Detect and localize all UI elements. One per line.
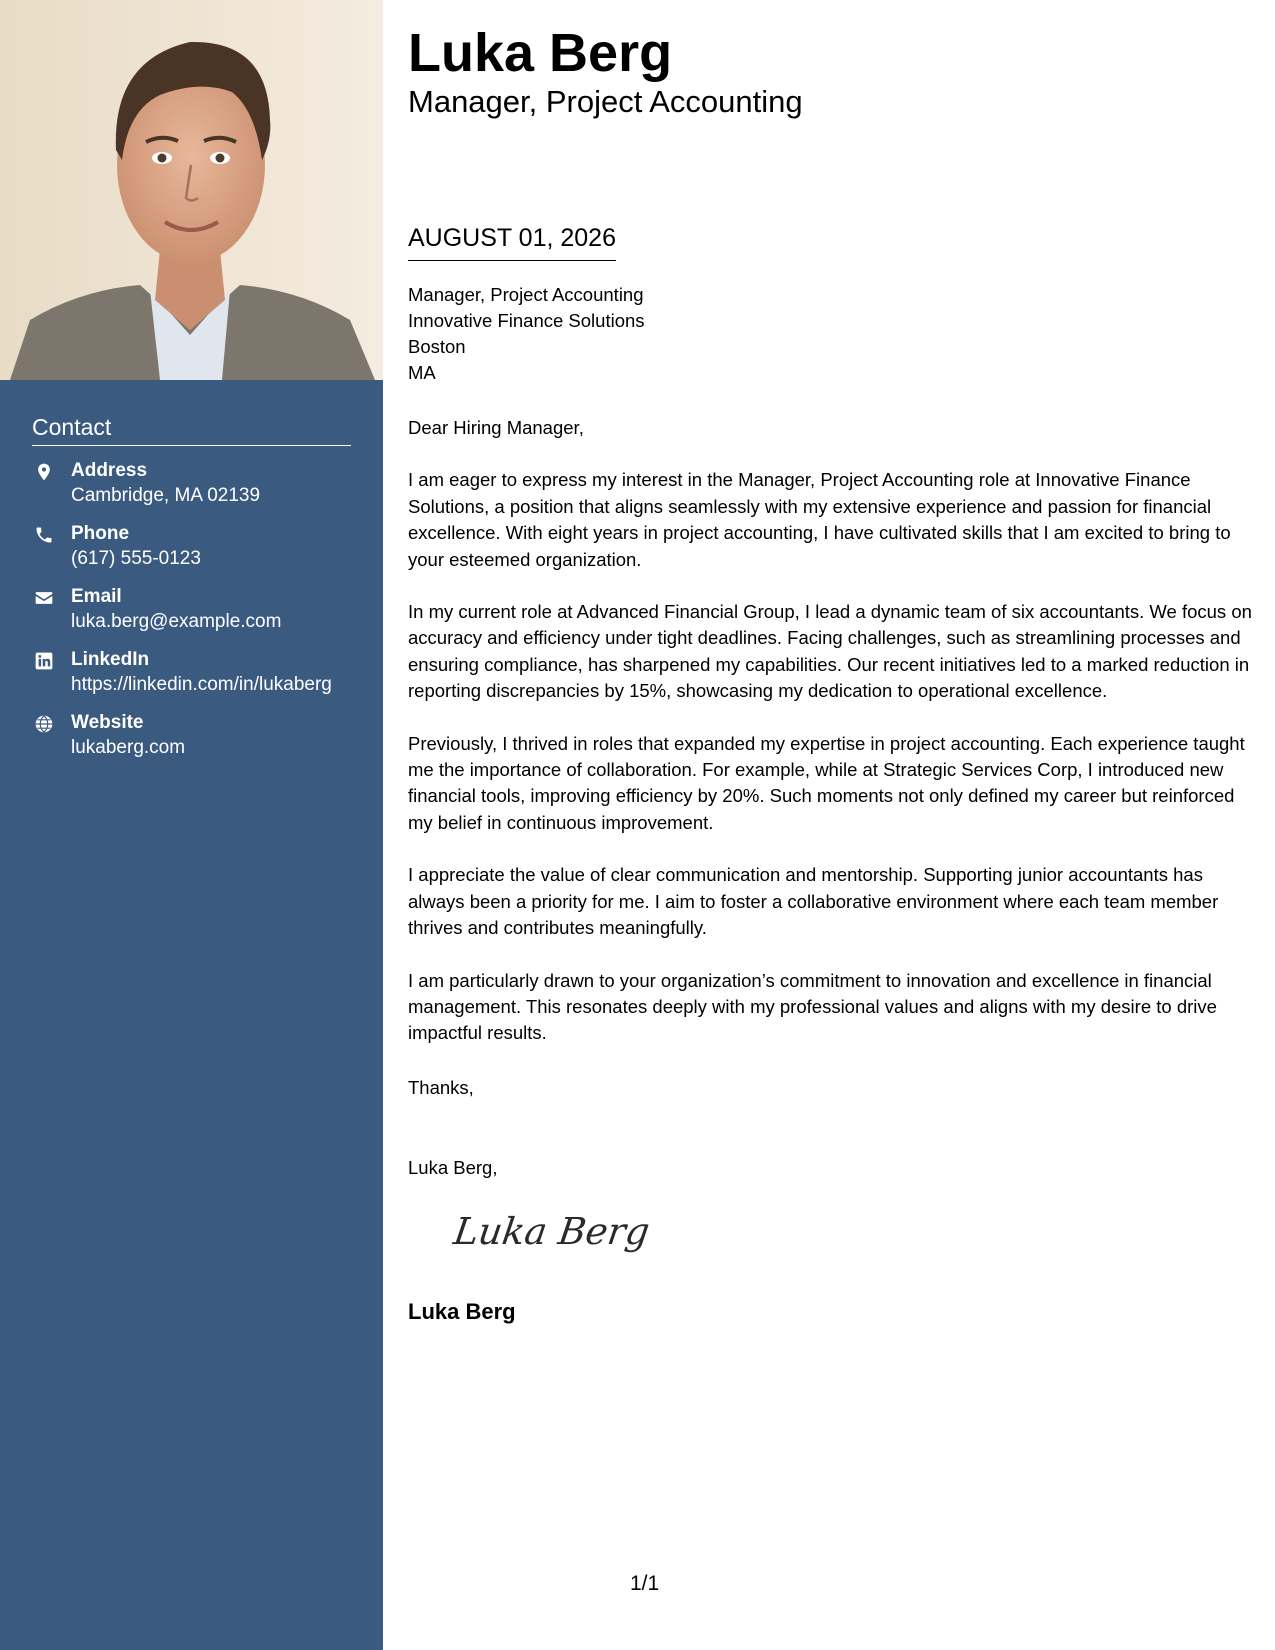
recipient-block [408, 282, 645, 386]
contact-website-label: Website [71, 712, 144, 733]
contact-website [32, 710, 351, 760]
body-paragraph: Previously, I thrived in roles that expanded my expertise in project accounting. Each experience taught me the importance of collaboration. For example, while at Strategic Services Corp, I introduced new financial tools, improving efficiency by 20%. Such moments not only defined my career but reinforced my belief in continuous improvement. [408, 732, 1245, 833]
letter-body [408, 415, 1253, 1073]
recipient-line: MA [408, 362, 436, 383]
globe-icon [34, 714, 54, 734]
body-paragraph: I am particularly drawn to your organization’s commitment to innovation and excellence in financial management. This resonates deeply with my professional values and aligns with my desire to drive impactful results. [408, 969, 1217, 1044]
signed-name: Luka Berg [408, 1299, 516, 1324]
map-pin-icon [34, 462, 54, 482]
closing: Thanks, [408, 1077, 474, 1098]
contact-linkedin-label: LinkedIn [71, 649, 150, 670]
body-paragraph: I appreciate the value of clear communication and mentorship. Supporting junior accountants has always been a priority for me. I aim to foster a collaborative environment where each team member thrives and contributes meaningfully. [408, 864, 1219, 939]
sidebar [0, 0, 383, 1650]
contact-email [32, 584, 351, 634]
contact-linkedin-value[interactable]: https://linkedin.com/in/lukaberg [71, 674, 332, 695]
profile-photo [0, 0, 383, 380]
contact-section [32, 412, 351, 773]
contact-email-value[interactable]: luka.berg@example.com [71, 611, 282, 632]
page-number: 1/1 [630, 1572, 660, 1595]
recipient-line: Manager, Project Accounting [408, 284, 644, 305]
contact-linkedin [32, 647, 351, 697]
contact-address [32, 458, 351, 508]
recipient-line: Boston [408, 336, 466, 357]
contact-website-value[interactable]: lukaberg.com [71, 737, 186, 758]
contact-address-label: Address [71, 460, 148, 481]
contact-heading: Contact [32, 412, 351, 446]
signature: Luka Berg [451, 1210, 653, 1253]
letter-date: AUGUST 01, 2026 [408, 222, 616, 261]
salutation: Dear Hiring Manager, [408, 417, 584, 438]
linkedin-icon [34, 651, 54, 671]
contact-phone-label: Phone [71, 523, 130, 544]
contact-address-value: Cambridge, MA 02139 [71, 485, 261, 506]
body-paragraph: I am eager to express my interest in the Manager, Project Accounting role at Innovative Finance Solutions, a position that aligns seamlessly with my extensive experience and passion for financial excellence. With eight years in project accounting, I have cultivated skills that I am excited to bring to your esteemed organization. [408, 469, 1231, 570]
phone-icon [34, 525, 54, 545]
contact-email-label: Email [71, 586, 122, 607]
recipient-line: Innovative Finance Solutions [408, 310, 645, 331]
contact-phone-value[interactable]: (617) 555-0123 [71, 548, 201, 569]
envelope-icon [34, 588, 54, 608]
header-title: Manager, Project Accounting [408, 84, 803, 119]
body-paragraph: In my current role at Advanced Financial Group, I lead a dynamic team of six accountants. We focus on accuracy and efficiency under tight deadlines. Facing challenges, such as streamlining processes and ensuring compliance, has sharpened my capabilities. Our recent initiatives led to a marked reduction in reporting discrepancies by 15%, showcasing my dedication to operational excellence. [408, 601, 1252, 702]
signoff: Luka Berg, [408, 1157, 498, 1178]
header-name: Luka Berg [408, 23, 673, 83]
contact-phone [32, 521, 351, 571]
